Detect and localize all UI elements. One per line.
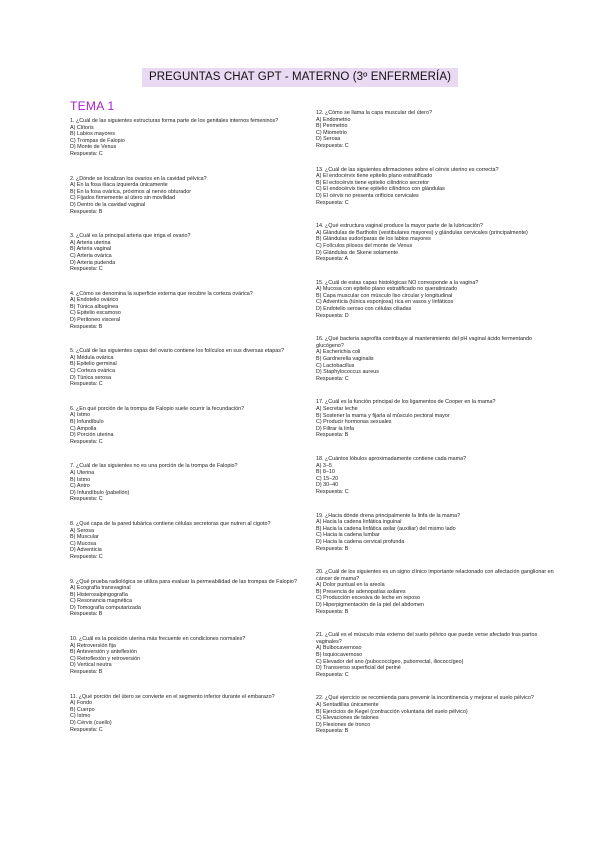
option-text: C) Antro xyxy=(70,483,90,490)
question-block xyxy=(70,636,310,676)
answer-text: Respuesta: B xyxy=(70,208,103,215)
question-text: 7. ¿Cuál de las siguientes no es una porción de la trompa de Falopio? xyxy=(70,463,238,470)
option-text: B) Sostener la mama y fijarla al músculo pectoral mayor xyxy=(316,412,450,419)
question-block xyxy=(70,521,310,561)
option-text: A) Retroversión fija xyxy=(70,642,116,649)
option-text: B) Perimetrio xyxy=(316,123,348,130)
question-text: 6. ¿En qué porción de la trompa de Falopio suele ocurrir la fecundación? xyxy=(70,405,245,412)
question-block xyxy=(70,463,310,503)
question-text: 9. ¿Qué prueba radiológica se utiliza para evaluar la permeabilidad de las trompas de Falopio? xyxy=(70,578,297,585)
answer-text: Respuesta: B xyxy=(316,608,349,615)
question-block xyxy=(316,513,556,553)
option-text: B) Presencia de adenopatías axilares xyxy=(316,588,406,595)
question-text: 14. ¿Qué estructura vaginal produce la mayor parte de la lubricación? xyxy=(316,223,483,230)
option-text: D) Infundíbulo (pabellón) xyxy=(70,489,130,496)
option-text: B) Labios mayores xyxy=(70,131,115,138)
question-block xyxy=(70,176,310,216)
question-text: 2. ¿Dónde se localizan los ovarios en la cavidad pélvica? xyxy=(70,175,207,182)
question-block xyxy=(70,233,310,273)
option-text: B) Istmo xyxy=(70,476,91,483)
option-text: D) Tomografía computarizada xyxy=(70,604,141,611)
option-text: D) Hiperpigmentación de la piel del abdomen xyxy=(316,602,424,609)
option-text: D) Endotelio seroso con células ciliadas xyxy=(316,306,412,313)
question-block xyxy=(316,695,556,735)
option-text: B) Epitelio germinal xyxy=(70,361,117,368)
option-text: B) El ectocérvix tiene epitelio cilíndrico secretor xyxy=(316,179,429,186)
option-text: A) Arteria uterina xyxy=(70,239,111,246)
left-column xyxy=(70,118,310,751)
question-block xyxy=(316,110,556,150)
option-text: D) Peritoneo visceral xyxy=(70,317,121,324)
option-text: D) Transverso superficial del periné xyxy=(316,665,401,672)
option-text: B) Anteversión y anteflexión xyxy=(70,649,137,656)
option-text: C) Producir hormonas sexuales xyxy=(316,419,392,426)
option-text: A) El endocérvix tiene epitelio plano estratificado xyxy=(316,173,433,180)
section-heading: TEMA 1 xyxy=(70,99,115,113)
answer-text: Respuesta: C xyxy=(316,142,349,149)
answer-text: Respuesta: C xyxy=(70,381,103,388)
option-text: C) Fijados firmemente al útero sin movilidad xyxy=(70,195,176,202)
answer-text: Respuesta: C xyxy=(316,199,349,206)
answer-text: Respuesta: C xyxy=(70,266,103,273)
option-text: D) Glándulas de Skene solamente xyxy=(316,249,399,256)
question-text: 20. ¿Cuál de los siguientes es un signo clínico importante relacionado con afectación ganglionar en cáncer de mama? xyxy=(316,569,554,582)
answer-text: Respuesta: B xyxy=(316,545,349,552)
question-text: 17. ¿Cuál es la función principal de los ligamentos de Cooper en la mama? xyxy=(316,399,496,406)
option-text: A) En la fosa ilíaca izquierda únicamente xyxy=(70,182,168,189)
option-text: D) Arteria pudenda xyxy=(70,259,116,266)
option-text: B) Gardnerella vaginalis xyxy=(316,356,374,363)
question-text: 11. ¿Qué porción del útero se convierte en el segmento inferior durante el embarazo? xyxy=(70,693,275,700)
option-text: D) Staphylococcus aureus xyxy=(316,369,379,376)
option-text: A) Sentadillas únicamente xyxy=(316,702,379,708)
question-text: 21. ¿Cuál es el músculo más externo del suelo pélvico que puede verse afectado tras partos vaginales? xyxy=(316,632,538,645)
option-text: A) Fondo xyxy=(70,700,93,707)
option-text: A) Endotelio ovárico xyxy=(70,297,119,304)
option-text: C) Resonancia magnética xyxy=(70,598,133,605)
answer-text: Respuesta: B xyxy=(70,669,103,676)
answer-text: Respuesta: B xyxy=(70,323,103,330)
option-text: D) Vertical neutra xyxy=(70,662,112,669)
question-text: 19. ¿Hacia dónde drena principalmente la linfa de la mama? xyxy=(316,512,461,519)
option-text: C) Elevaciones de talones xyxy=(316,715,379,722)
question-block xyxy=(316,399,556,439)
option-text: C) Retroflexión y retroversión xyxy=(70,655,141,662)
answer-text: Respuesta: C xyxy=(70,726,103,733)
option-text: D) Monte de Venus xyxy=(70,144,117,151)
option-text: A) Secretar leche xyxy=(316,406,358,412)
option-text: B) Isquiocavernoso xyxy=(316,652,363,659)
question-text: 13. ¿Cuál de las siguientes afirmaciones sobre el cérvix uterino es correcta? xyxy=(316,166,499,173)
option-text: A) 3–5 xyxy=(316,462,332,469)
option-text: B) Túnica albugínea xyxy=(70,303,119,310)
option-text: A) Bulbocavernoso xyxy=(316,645,362,652)
option-text: A) Istmo xyxy=(70,412,91,419)
option-text: A) Médula ovárica xyxy=(70,354,114,361)
answer-text: Respuesta: C xyxy=(70,496,103,503)
option-text: C) Miometrio xyxy=(316,129,347,136)
option-text: D) Cérvix (cuello) xyxy=(70,720,112,726)
option-text: A) Clítoris xyxy=(70,124,94,131)
option-text: B) Glándulas sudoríparas de los labios mayores xyxy=(316,236,431,243)
option-text: A) Ecografía transvaginal xyxy=(70,585,131,592)
answer-text: Respuesta: C xyxy=(316,375,349,382)
option-text: A) Dolor puntual en la areola xyxy=(316,582,385,589)
option-text: D) Flexiones de tronco xyxy=(316,721,371,728)
question-text: 5. ¿Cuál de las siguientes capas del ovario contiene los folículos en sus diversas etapas? xyxy=(70,348,284,355)
option-text: B) Muscular xyxy=(70,534,99,541)
option-text: D) Serosa xyxy=(316,136,341,143)
answer-text: Respuesta: C xyxy=(70,150,103,157)
option-text: B) En la fosa ovárica, próximos al nervio obturador xyxy=(70,188,192,195)
option-text: C) Arteria ovárica xyxy=(70,252,112,259)
question-text: 1. ¿Cuál de las siguientes estructuras forma parte de los genitales internos femeninos? xyxy=(70,118,279,124)
option-text: D) Túnica serosa xyxy=(70,374,111,381)
answer-text: Respuesta: D xyxy=(316,312,349,319)
answer-text: Respuesta: B xyxy=(70,611,103,618)
option-text: C) Trompas de Falopio xyxy=(70,137,125,144)
option-text: C) Folículos pilosos del monte de Venus xyxy=(316,242,413,249)
option-text: D) Hacia la cadena cervical profunda xyxy=(316,538,405,545)
answer-text: Respuesta: B xyxy=(316,728,349,735)
question-text: 10. ¿Cuál es la posición uterina más frecuente en condiciones normales? xyxy=(70,636,246,643)
option-text: A) Hacia la cadena linfática inguinal xyxy=(316,519,402,526)
option-text: C) Adventicia (túnica esponjosa) rica en vasos y linfáticos xyxy=(316,299,454,306)
option-text: B) Arteria vaginal xyxy=(70,246,112,253)
answer-text: Respuesta: C xyxy=(316,671,349,678)
option-text: C) Elevador del ano (pubococcígeo, puborrectal, iliococcígeo) xyxy=(316,658,464,665)
option-text: A) Serosa xyxy=(70,527,94,534)
question-block xyxy=(70,118,310,158)
question-block xyxy=(70,406,310,446)
option-text: C) Producción excesiva de leche en reposo xyxy=(316,595,420,602)
option-text: C) 15–20 xyxy=(316,475,339,482)
question-block xyxy=(316,280,556,320)
option-text: B) Hacia la cadena linfática axilar (auxiliar) del mismo lado xyxy=(316,525,456,532)
option-text: D) El cérvix no presenta orificios cervicales xyxy=(316,192,419,199)
option-text: C) Mucosa xyxy=(70,540,97,547)
option-text: D) Filtrar la linfa xyxy=(316,425,355,432)
question-block xyxy=(316,632,556,678)
option-text: B) Histerosalpingografía xyxy=(70,591,128,598)
option-text: A) Mucosa con epitelio plano estratificado no queratinizado xyxy=(316,286,458,293)
option-text: B) Capa muscular con músculo liso circular y longitudinal xyxy=(316,292,453,299)
question-text: 18. ¿Cuántos lóbulos aproximadamente contiene cada mama? xyxy=(316,455,467,462)
option-text: A) Escherichia coli xyxy=(316,349,361,356)
question-block xyxy=(70,694,310,734)
option-text: A) Uterina xyxy=(70,469,95,476)
question-block xyxy=(70,291,310,331)
option-text: D) Adventicia xyxy=(70,547,102,554)
option-text: D) 30–40 xyxy=(316,482,339,489)
option-text: A) Endometrio xyxy=(316,116,351,123)
question-block xyxy=(316,336,556,382)
answer-text: Respuesta: B xyxy=(316,432,349,439)
question-text: 16. ¿Qué bacteria saprofita contribuye al mantenimiento del pH vaginal ácido fermentando glucógeno? xyxy=(316,336,533,349)
document-title: PREGUNTAS CHAT GPT - MATERNO (3º ENFERMERÍA) xyxy=(148,71,452,83)
option-text: B) 8–10 xyxy=(316,469,335,476)
question-block xyxy=(316,223,556,263)
question-block xyxy=(316,167,556,207)
option-text: B) Infundíbulo xyxy=(70,419,104,425)
question-block xyxy=(316,569,556,615)
question-text: 15. ¿Cuál de estas capas histológicas NO corresponde a la vagina? xyxy=(316,279,479,286)
answer-text: Respuesta: C xyxy=(70,438,103,445)
question-text: 22. ¿Qué ejercicio se recomienda para prevenir la incontinencia y mejorar el suelo pélvico? xyxy=(316,695,534,702)
question-text: 3. ¿Cuál es la principal arteria que irriga el ovario? xyxy=(70,233,191,240)
option-text: B) Ejercicios de Kegel (contracción voluntaria del suelo pélvico) xyxy=(316,708,468,715)
question-text: 12. ¿Cómo se llama la capa muscular del útero? xyxy=(316,110,432,116)
answer-text: Respuesta: A xyxy=(316,256,349,263)
question-block xyxy=(70,579,310,619)
question-block xyxy=(316,456,556,496)
question-text: 4. ¿Cómo se denomina la superficie externa que recubre la corteza ovárica? xyxy=(70,290,253,297)
option-text: C) Ampolla xyxy=(70,425,97,432)
option-text: C) El endocérvix tiene epitelio cilíndrico con glándulas xyxy=(316,186,445,193)
option-text: C) Hacia la cadena lumbar xyxy=(316,532,380,539)
option-text: A) Glándulas de Bartholin (vestibulares mayores) y glándulas cervicales (principalmente) xyxy=(316,229,528,236)
right-column xyxy=(316,110,556,752)
answer-text: Respuesta: C xyxy=(316,488,349,495)
option-text: C) Corteza ovárica xyxy=(70,368,115,375)
option-text: C) Istmo xyxy=(70,713,91,720)
question-block xyxy=(70,348,310,388)
option-text: C) Lactobacillus xyxy=(316,362,355,369)
option-text: B) Cuerpo xyxy=(70,706,95,713)
question-text: 8. ¿Qué capa de la pared tubárica contiene células secretoras que nutren al cigoto? xyxy=(70,520,271,527)
option-text: C) Epitelio escamoso xyxy=(70,310,121,317)
option-text: D) Dentro de la cavidad vaginal xyxy=(70,201,146,208)
option-text: D) Porción uterina xyxy=(70,432,114,439)
answer-text: Respuesta: C xyxy=(70,553,103,560)
